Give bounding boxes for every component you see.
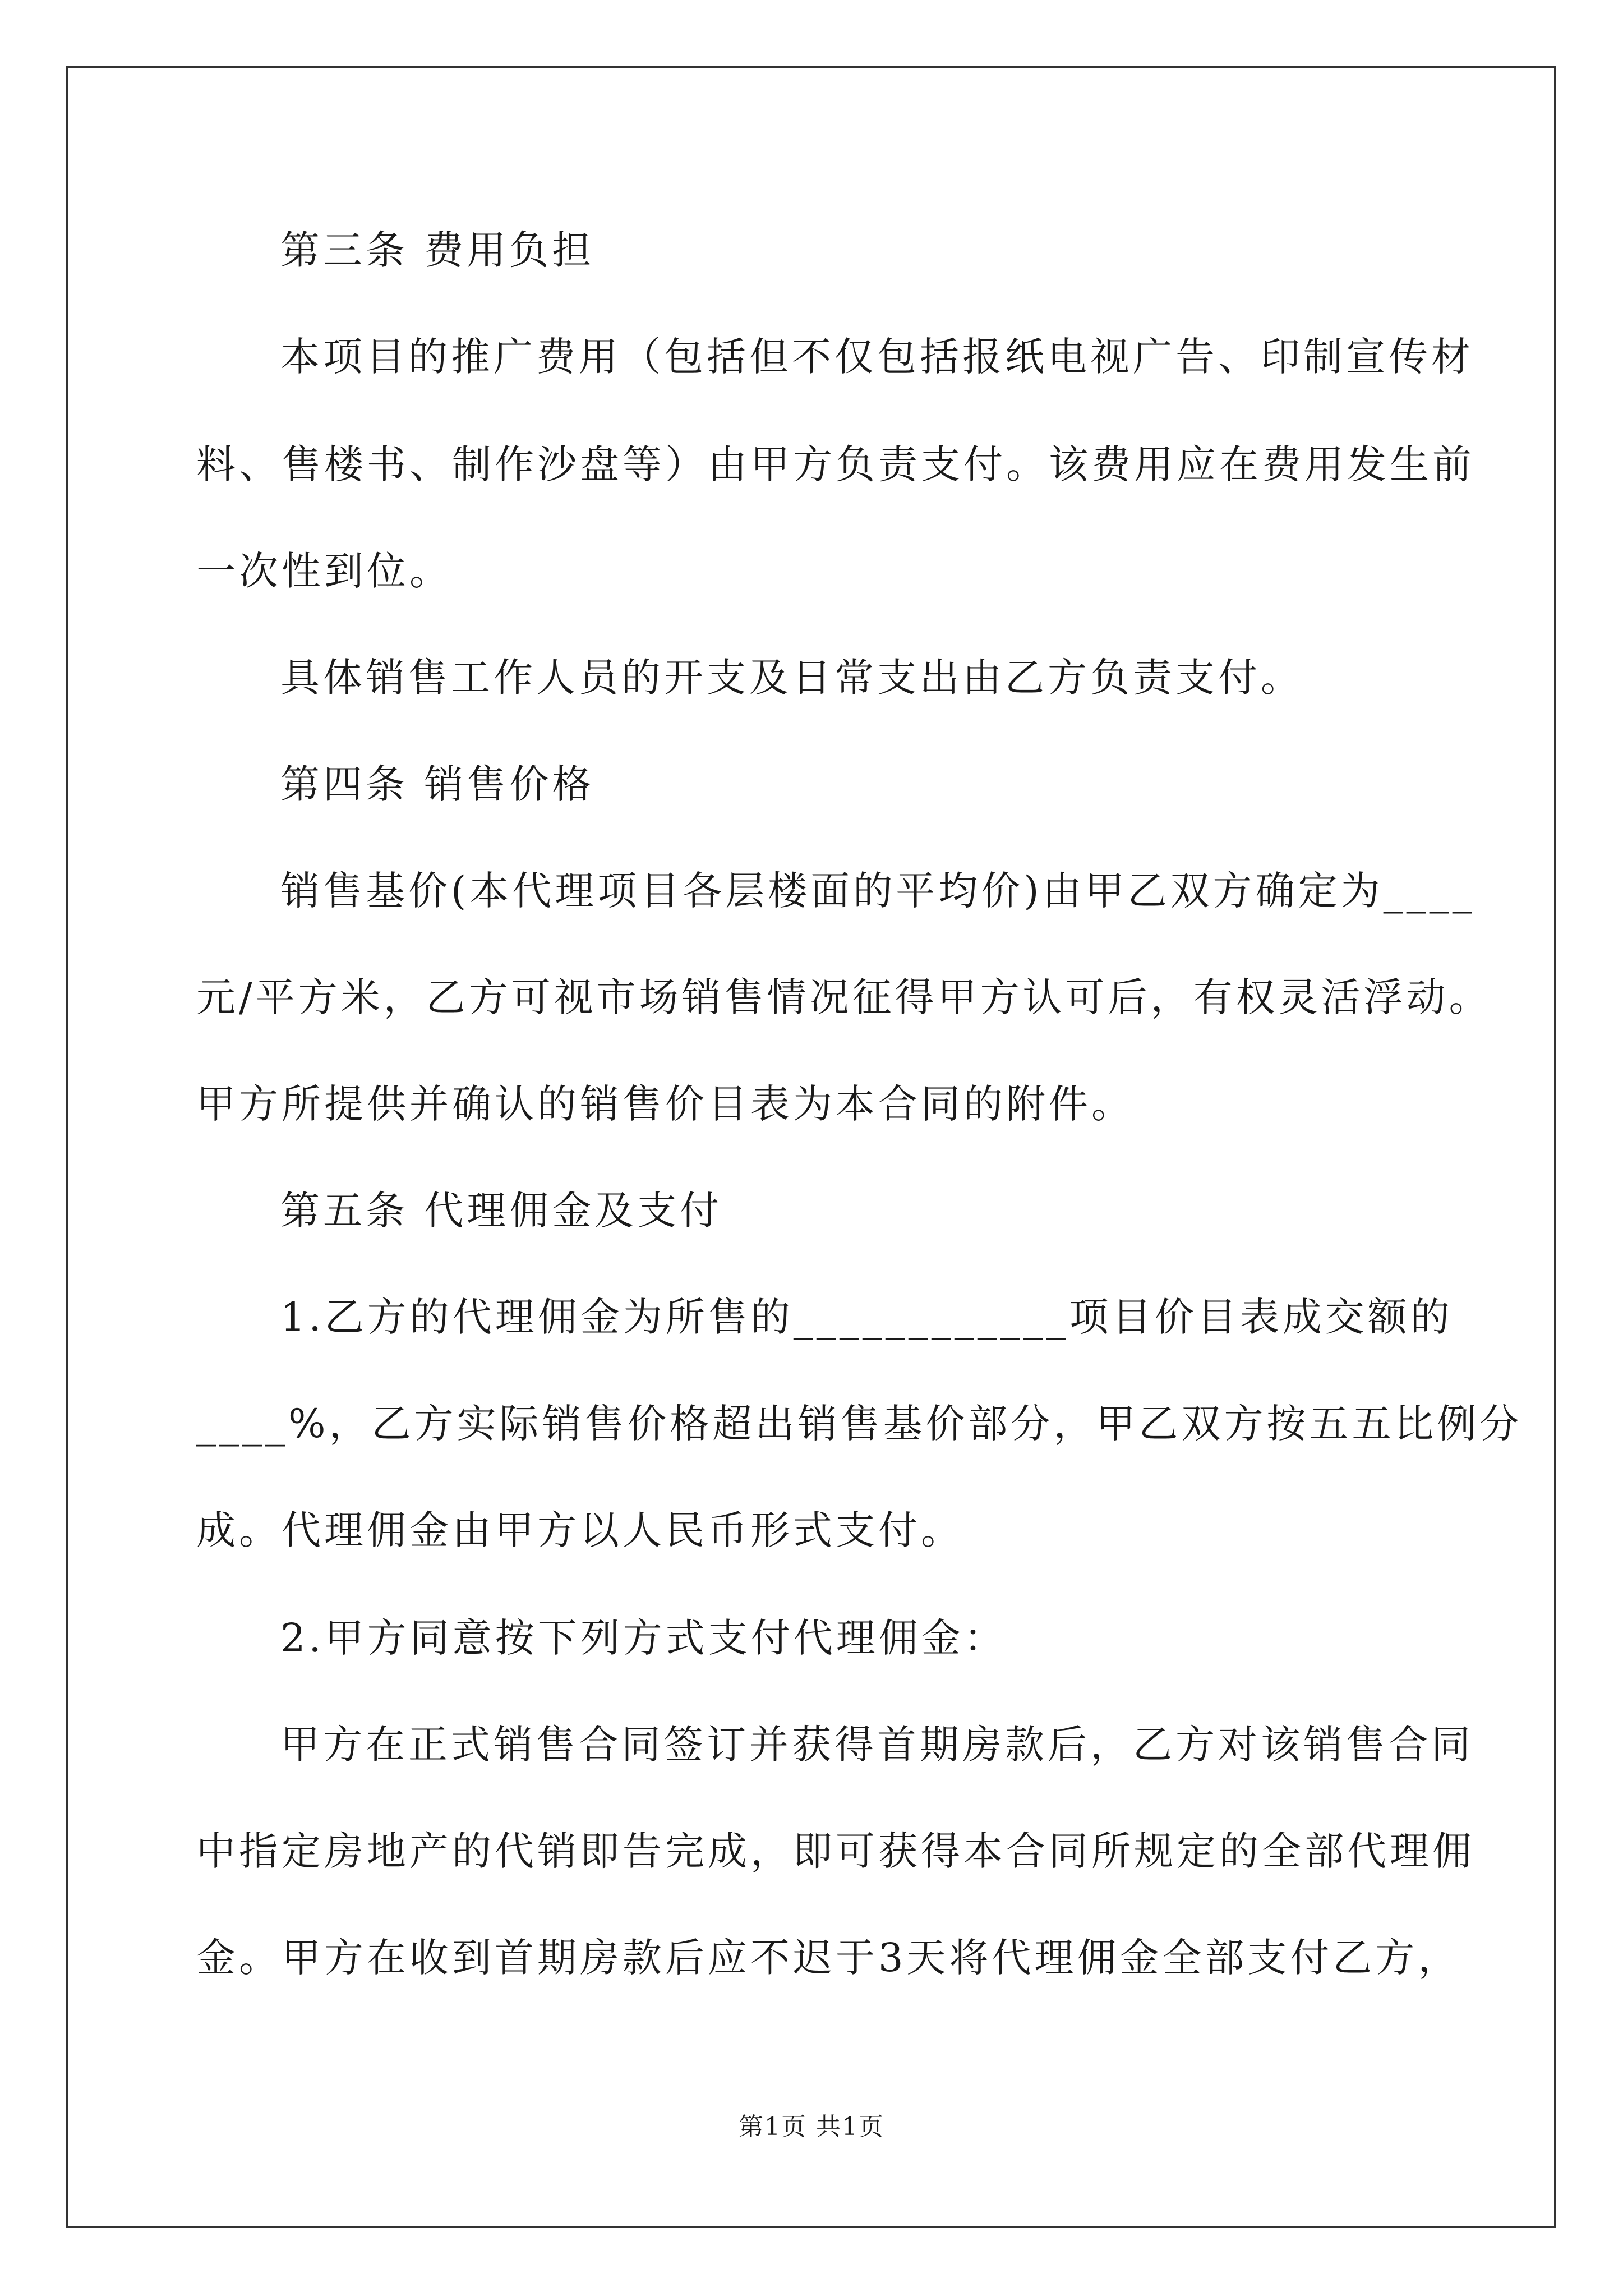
paragraph-line: 金。甲方在收到首期房款后应不迟于3天将代理佣金全部支付乙方， [196,1935,1461,1981]
paragraph-line: 甲方在正式销售合同签订并获得首期房款后，乙方对该销售合同 [280,1722,1474,1768]
article-3-heading: 第三条 费用负担 [280,227,595,273]
paragraph-line: 元/平方米，乙方可视市场销售情况征得甲方认可后，有权灵活浮动。 [196,974,1492,1020]
article-5-heading: 第五条 代理佣金及支付 [280,1188,723,1234]
article-4-heading: 第四条 销售价格 [280,761,595,807]
paragraph-line: 一次性到位。 [196,548,452,594]
paragraph-line: 本项目的推广费用（包括但不仅包括报纸电视广告、印制宣传材 [280,334,1474,380]
paragraph-line: 销售基价(本代理项目各层楼面的平均价)由甲乙双方确定为____ [280,868,1476,914]
paragraph-line: ____%，乙方实际销售价格超出销售基价部分，甲乙双方按五五比例分 [196,1401,1523,1447]
page-border [66,66,1556,2228]
paragraph-line: 甲方所提供并确认的销售价目表为本合同的附件。 [196,1081,1134,1127]
paragraph-line: 2.甲方同意按下列方式支付代理佣金： [280,1615,1007,1661]
paragraph-line: 1.乙方的代理佣金为所售的____________项目价目表成交额的 [280,1294,1453,1340]
paragraph-line: 成。代理佣金由甲方以人民币形式支付。 [196,1507,963,1553]
paragraph-line: 具体销售工作人员的开支及日常支出由乙方负责支付。 [280,655,1303,701]
page-footer: 第1页 共1页 [739,2113,884,2141]
paragraph-line: 料、售楼书、制作沙盘等）由甲方负责支付。该费用应在费用发生前 [196,441,1475,487]
paragraph-line: 中指定房地产的代销即告完成，即可获得本合同所规定的全部代理佣 [196,1828,1475,1874]
